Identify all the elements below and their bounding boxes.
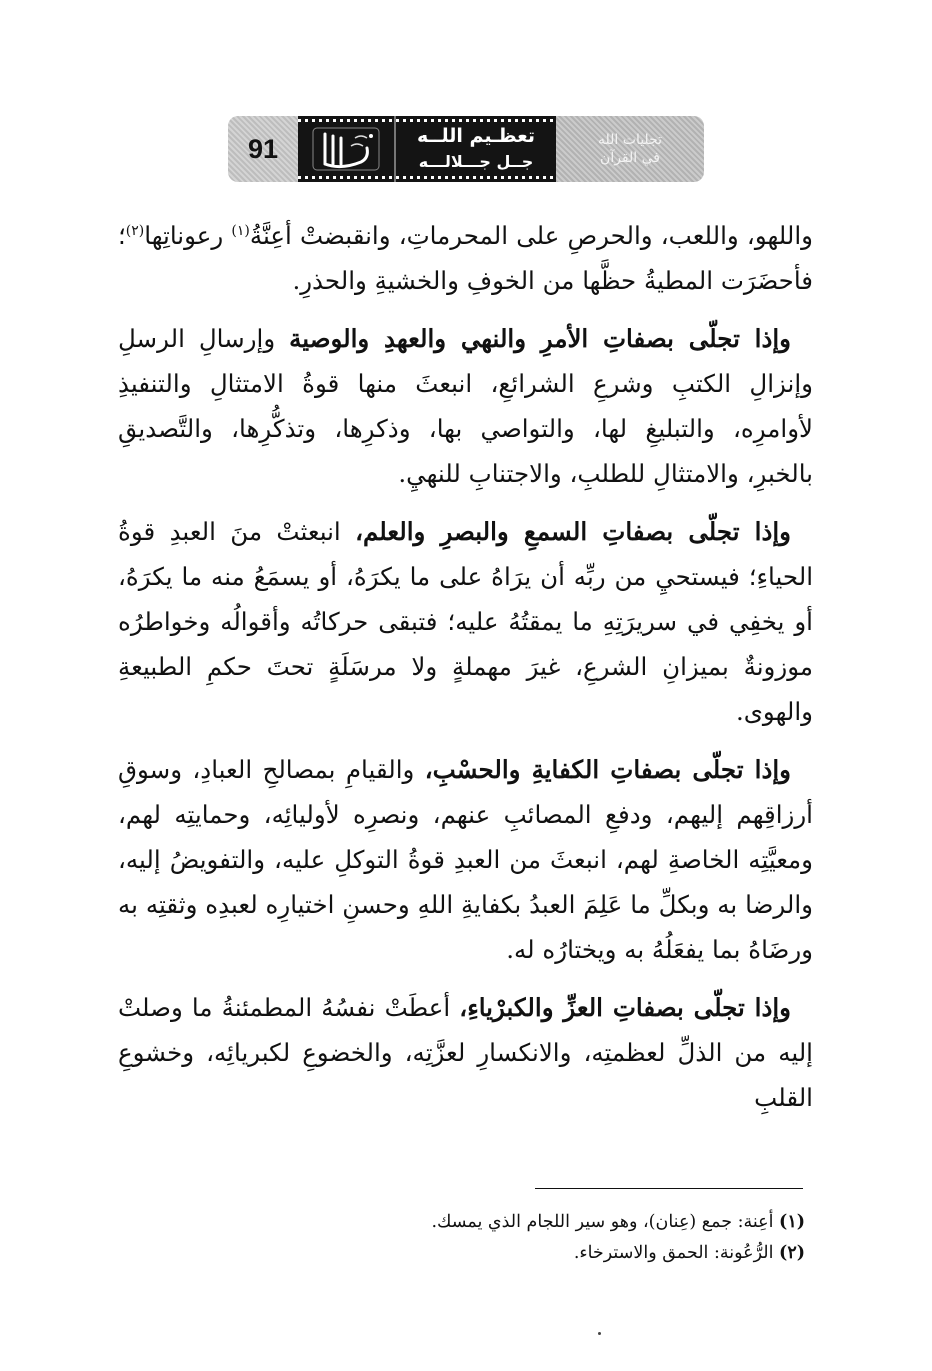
text-run: والقيامِ بمصالحِ العبادِ، وسوقِ أرزاقِهم إليهم، ودفعِ المصائبِ عنهم، ونصرِه لأوليائِه، وحمايتِه لهم، ومعيَّتِه الخاصةِ لهم، انبعثَ من العبدِ قوةُ التوكلِ عليه، والتفويضُ إليه، والرضا به وبكلِّ ما عَلِمَ العبدُ بكفايةِ اللهِ وحسنِ اختيارِه لعبدِه وثقتِه به ورضَاهُ بما يفعَلُهُ به ويختارُه له. [118, 755, 813, 964]
footnote-ref: (٢) [125, 222, 145, 239]
series-title [556, 116, 704, 182]
footnote-number: (١) [779, 1212, 805, 1232]
bold-phrase: وإذا تجلّى بصفاتِ الأمرِ والنهي والعهدِ والوصية [289, 324, 792, 353]
footnote-2 [300, 1238, 805, 1269]
bold-phrase: وإذا تجلّى بصفاتِ الكفايةِ والحسْبِ، [424, 755, 791, 784]
allah-calligraphy-logo [298, 116, 396, 182]
series-title-line2: في القرآن [600, 150, 660, 166]
text-run: واللهو، واللعب، والحرصِ على المحرماتِ، وانقبضتْ أعِنَّةُ [249, 221, 813, 250]
paragraph [118, 316, 813, 496]
book-title-line1: تعظـيم اللــه [416, 125, 536, 147]
paragraph [118, 213, 813, 303]
running-header [228, 116, 704, 182]
text-run: وإرسالِ الرسلِ وإنزالِ الكتبِ وشرعِ الشرائعِ، انبعثَ منها قوةُ الامتثالِ والتنفيذِ لأوامرِه، والتبليغِ لها، والتواصي بها، وذكرِها، وتذكُّرِها، والتَّصديقِ بالخبرِ، والامتثالِ للطلبِ، والاجتنابِ للنهيِ. [118, 324, 813, 488]
calligraphy-icon [311, 124, 381, 174]
text-run: أعطَتْ نفسُهُ المطمئنةُ ما وصلتْ إليه من الذلِّ لعظمتِه، والانكسارِ لعزَّتِه، والخضوعِ لكبريائِه، وخشوعِ القلبِ [118, 993, 813, 1112]
page-number: 91 [228, 116, 298, 182]
footnotes [300, 1207, 805, 1269]
footnote-ref: (١) [231, 222, 250, 239]
footnote-text: الرُّعُونة: الحمق والاسترخاء. [573, 1243, 780, 1263]
text-run: ؛ فأحضَرَت المطيةُ حظَّها من الخوفِ والخشيةِ والحذرِ. [118, 221, 813, 295]
main-text [118, 213, 813, 1133]
bold-phrase: وإذا تجلّى بصفاتِ السمعِ والبصرِ والعلم، [355, 517, 791, 546]
footnote-1 [300, 1207, 805, 1238]
paragraph [118, 985, 813, 1120]
page-mark [598, 1332, 601, 1335]
series-title-line1: تجليات الله [598, 132, 662, 148]
paragraph [118, 509, 813, 734]
footnote-separator [535, 1188, 803, 1189]
paragraph [118, 747, 813, 972]
book-title [396, 124, 556, 174]
text-run: انبعثتْ منَ العبدِ قوةُ الحياءِ؛ فيستحيِ من ربِّه أن يرَاهُ على ما يكرَهُ، أو يسمَعُ منه ما يكرَهُ، أو يخفِي في سريرَتِهِ ما يمقتُهُ عليه؛ فتبقى حركاتُه وأقوالُه وخواطرُه موزونةٌ بميزانِ الشرعِ، غيرَ مهملةٍ ولا مرسَلَةٍ تحتَ حكمِ الطبيعةِ والهوى. [118, 517, 813, 726]
footnote-number: (٢) [779, 1243, 805, 1263]
text-run: رعوناتِها [144, 221, 232, 250]
footnote-text: أعِنة: جمع (عِنان)، وهو سير اللجام الذي يمسك. [431, 1212, 780, 1232]
book-title-block [298, 116, 556, 182]
bold-phrase: وإذا تجلّى بصفاتِ العزِّ والكبرْياءِ، [459, 993, 792, 1022]
book-title-line2: جــل جـــلالـــه [418, 152, 534, 171]
